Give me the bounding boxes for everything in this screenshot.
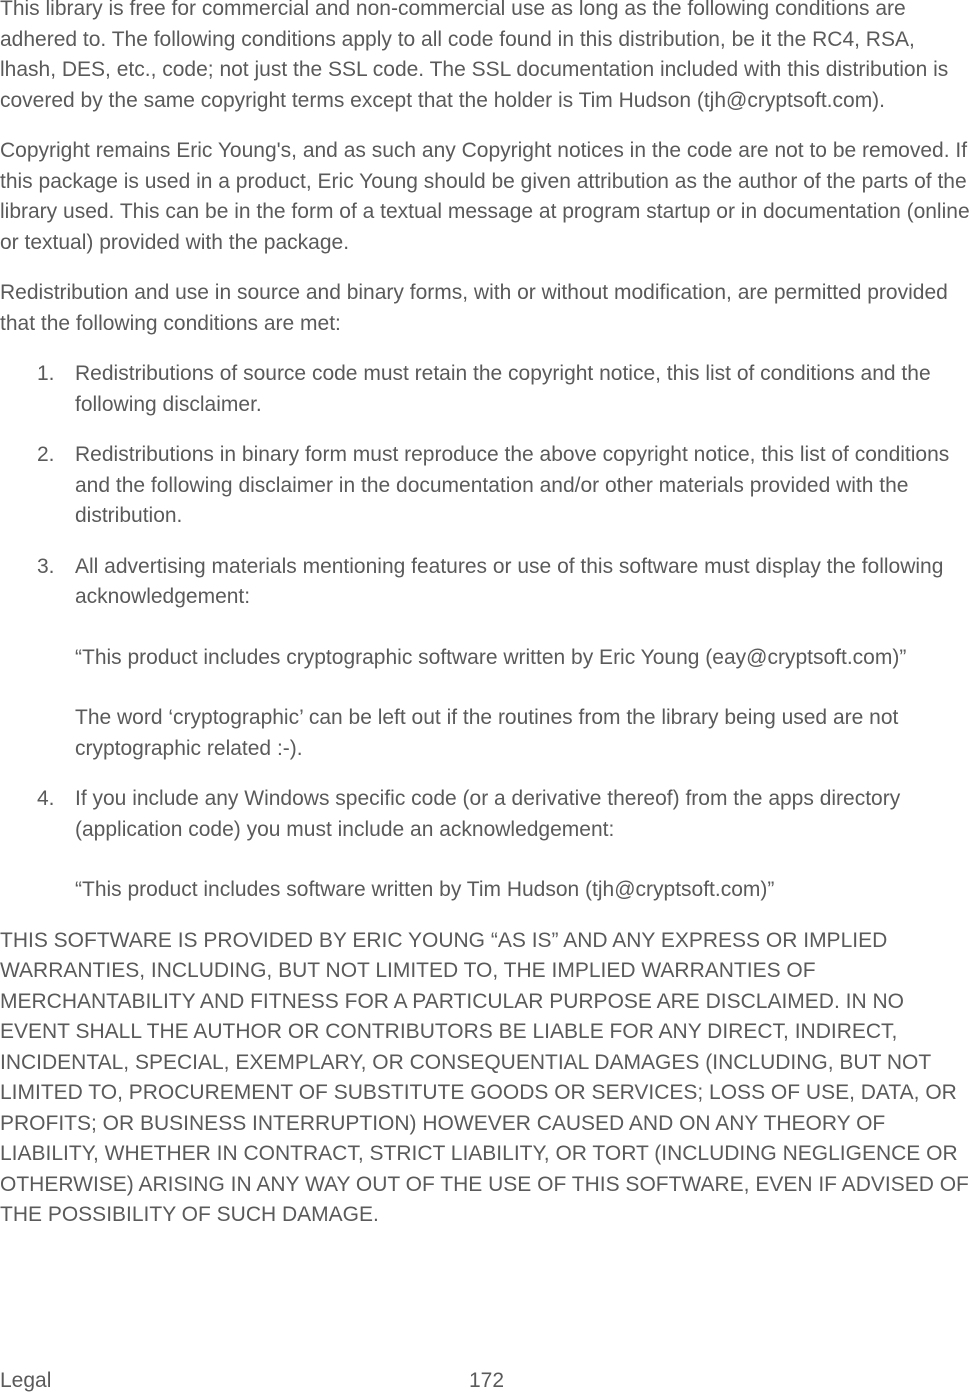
conditions-list xyxy=(0,359,974,906)
condition-text: All advertising materials mentioning features or use of this software must display the following acknowledgement: xyxy=(75,554,944,608)
condition-number: 4. xyxy=(37,787,55,810)
acknowledgement-note: The word ‘cryptographic’ can be left out if the routines from the library being used are not cryptographic related :-). xyxy=(75,706,899,760)
warranty-disclaimer: THIS SOFTWARE IS PROVIDED BY ERIC YOUNG “AS IS” AND ANY EXPRESS OR IMPLIED WARRANTIES, INCLUDING, BUT NOT LIMITED TO, THE IMPLIED WARRANTIES OF MERCHANTABILITY AND FITNESS FOR A PARTICULAR PURPOSE ARE DISCLAIMED. IN NO EVENT SHALL THE AUTHOR OR CONTRIBUTORS BE LIABLE FOR ANY DIRECT, INDIRECT, INCIDENTAL, SPECIAL, EXEMPLARY, OR CONSEQUENTIAL DAMAGES (INCLUDING, BUT NOT LIMITED TO, PROCUREMENT OF SUBSTITUTE GOODS OR SERVICES; LOSS OF USE, DATA, OR PROFITS; OR BUSINESS INTERRUPTION) HOWEVER CAUSED AND ON ANY THEORY OF LIABILITY, WHETHER IN CONTRACT, STRICT LIABILITY, OR TORT (INCLUDING NEGLIGENCE OR OTHERWISE) ARISING IN ANY WAY OUT OF THE USE OF THIS SOFTWARE, EVEN IF ADVISED OF THE POSSIBILITY OF SUCH DAMAGE. xyxy=(0,928,969,1226)
page-footer xyxy=(0,1366,974,1396)
condition-item xyxy=(0,784,974,906)
condition-item xyxy=(0,359,974,420)
condition-number: 3. xyxy=(37,554,55,578)
acknowledgement-quote: “This product includes cryptographic software written by Eric Young (eay@cryptsoft.com)” xyxy=(75,645,907,669)
condition-item xyxy=(0,440,974,532)
condition-number: 1. xyxy=(37,362,55,385)
condition-item xyxy=(0,552,974,765)
intro-paragraph-redistribution: Redistribution and use in source and binary forms, with or without modification, are permitted provided that the following conditions are met: xyxy=(0,281,948,335)
intro-paragraph-copyright: Copyright remains Eric Young's, and as such any Copyright notices in the code are not to be removed. If this package is used in a product, Eric Young should be given attribution as the author of the parts of the library used. This can be in the form of a textual message at program startup or in documentation (online or textual) provided with the package. xyxy=(0,139,970,254)
intro-paragraph-license-scope: This library is free for commercial and non-commercial use as long as the following conditions are adhered to. The following conditions apply to all code found in this distribution, be it the RC4, RSA, lhash, DES, etc., code; not just the SSL code. The SSL documentation included with this distribution is covered by the same copyright terms except that the holder is Tim Hudson (tjh@cryptsoft.com). xyxy=(0,0,949,112)
condition-number: 2. xyxy=(37,443,55,466)
condition-text: Redistributions of source code must retain the copyright notice, this list of conditions and the following disclaimer. xyxy=(75,362,931,416)
acknowledgement-quote: “This product includes software written by Tim Hudson (tjh@cryptsoft.com)” xyxy=(75,878,775,901)
condition-text: If you include any Windows specific code (or a derivative thereof) from the apps directory (application code) you must include an acknowledgement: xyxy=(75,787,901,841)
footer-section-label: Legal xyxy=(0,1369,52,1392)
page-number: 172 xyxy=(469,1369,505,1392)
condition-text: Redistributions in binary form must reproduce the above copyright notice, this list of conditions and the following disclaimer in the documentation and/or other materials provided with the distribution. xyxy=(75,443,950,527)
